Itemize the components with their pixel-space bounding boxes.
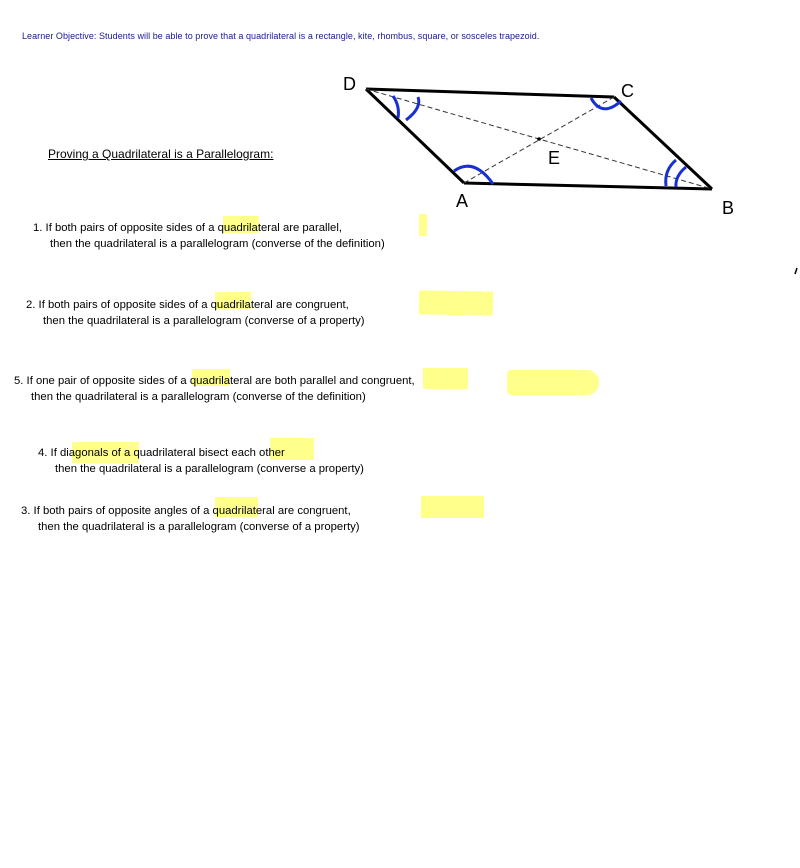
statement-2-line-2: then the quadrilateral is a parallelogram (converse of a property) <box>43 314 365 327</box>
statement-2 <box>26 298 365 329</box>
vertex-label-b: B <box>722 198 735 218</box>
angle-arc-a <box>454 166 493 184</box>
statement-1-line-2: then the quadrilateral is a parallelogram (converse of the definition) <box>50 237 385 250</box>
statement-1-line-1: 1. If both pairs of opposite sides of a quadrilateral are parallel, <box>33 222 342 234</box>
angle-arc-b-2 <box>676 167 686 187</box>
angle-arc-b-1 <box>666 160 676 186</box>
vertex-label-e: E <box>548 148 561 168</box>
statement-3-line-2: then the quadrilateral is a parallelogram (converse of the definition) <box>31 390 366 403</box>
learner-objective: Learner Objective: Students will be able to prove that a quadrilateral is a rectangle, kite, rhombus, square, or sosceles trapezoid. <box>22 31 540 41</box>
statement-5-line-1: 3. If both pairs of opposite angles of a quadrilateral are congruent, <box>21 505 351 517</box>
vertex-label-d: D <box>343 74 356 94</box>
side-dc <box>366 89 614 97</box>
stray-mark <box>795 268 797 274</box>
section-heading: Proving a Quadrilateral is a Parallelogram: <box>48 147 274 161</box>
statement-5 <box>21 504 360 535</box>
statement-3-line-1: 5. If one pair of opposite sides of a quadrilateral are both parallel and congruent, <box>14 375 415 387</box>
statement-1 <box>33 221 385 252</box>
vertex-label-c: C <box>621 81 634 101</box>
statement-4-line-2: then the quadrilateral is a parallelogram (converse a property) <box>55 462 364 475</box>
intersection-point-e <box>537 137 541 141</box>
angle-arc-d-2 <box>406 97 419 120</box>
statement-5-line-2: then the quadrilateral is a parallelogram (converse of a property) <box>38 520 360 533</box>
vertex-label-a: A <box>456 191 469 211</box>
side-cb <box>614 97 712 189</box>
statement-2-line-1: 2. If both pairs of opposite sides of a quadrilateral are congruent, <box>26 299 349 311</box>
statement-3 <box>14 374 415 405</box>
statement-4 <box>38 446 364 477</box>
statement-4-line-1: 4. If diagonals of a quadrilateral bisect each other <box>38 447 285 459</box>
